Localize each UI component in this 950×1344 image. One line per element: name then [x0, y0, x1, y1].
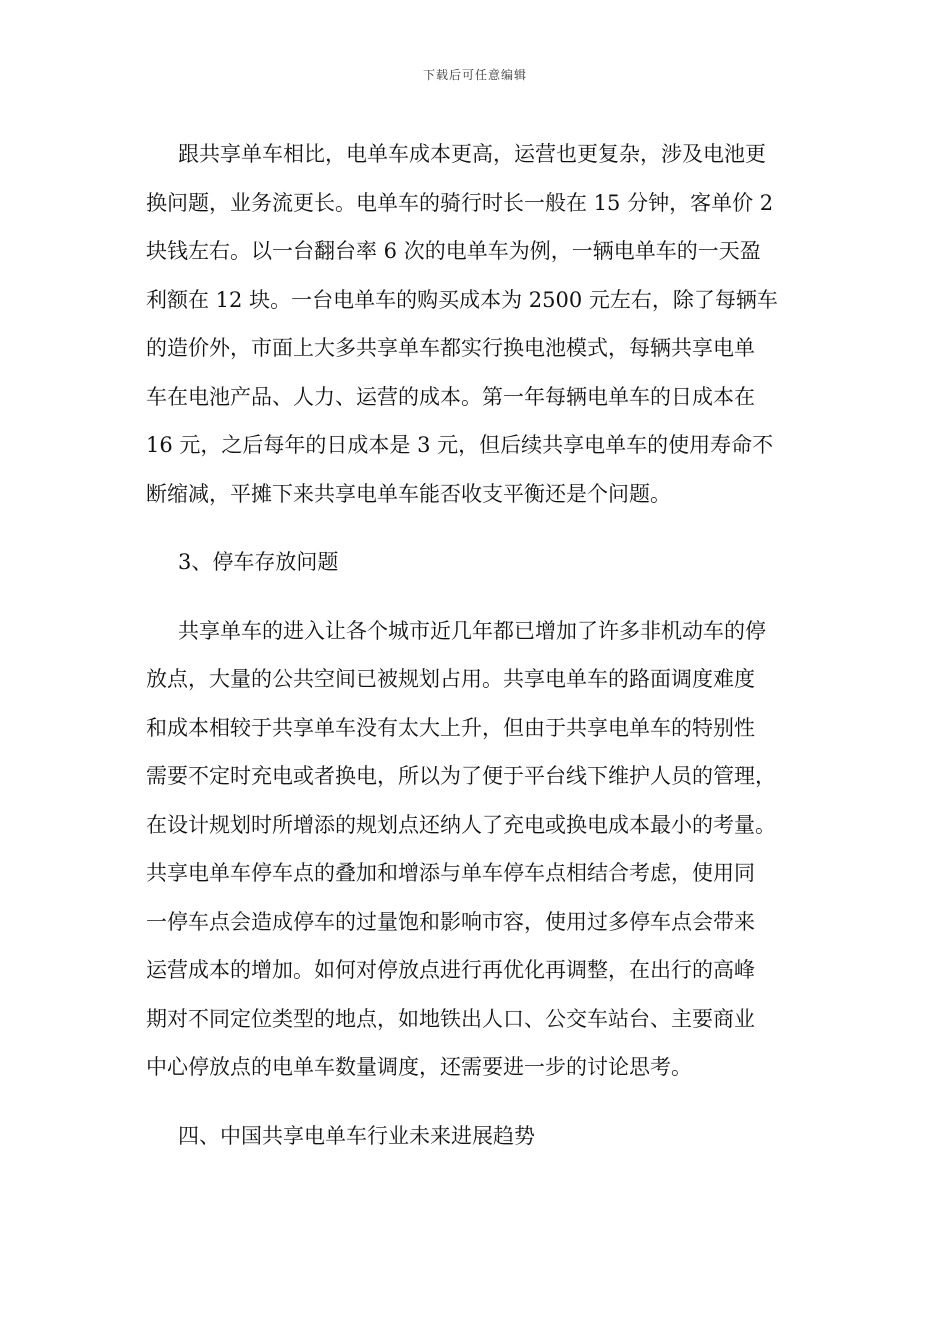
text-line: 在设计规划时所增添的规划点还纳人了充电或换电成本最小的考量。: [146, 812, 776, 837]
text-line: 期对不同定位类型的地点，如地铁出人口、公交车站台、主要商业: [146, 1006, 755, 1031]
text-line: 的造价外，市面上大多共享单车都实行换电池模式，每辆共享电单: [146, 336, 755, 360]
page-header-note: 下载后可任意编辑: [422, 68, 527, 82]
text-line: 换问题，业务流更长。电单车的骑行时长一般在 15 分钟，客单价 2: [146, 190, 774, 215]
document-body: [146, 130, 812, 1160]
section-heading-parking: 3、停车存放问题: [178, 550, 339, 574]
text-line: 需要不定时充电或者换电，所以为了便于平台线下维护人员的管理，: [146, 764, 776, 788]
section-heading-trends: 四、中国共享电单车行业未来进展趋势: [178, 1123, 535, 1148]
text-line: 断缩减，平摊下来共享电单车能否收支平衡还是个问题。: [146, 481, 671, 506]
text-line: 和成本相较于共享单车没有太大上升，但由于共享电单车的特别性: [146, 715, 755, 740]
text-line: 共享电单车停车点的叠加和增添与单车停车点相结合考虑，使用同: [146, 861, 755, 885]
text-line: 跟共享单车相比，电单车成本更高，运营也更复杂，涉及电池更: [178, 142, 766, 166]
text-line: 块钱左右。以一台翻台率 6 次的电单车为例，一辆电单车的一天盈: [146, 239, 761, 263]
text-line: 共享单车的进入让各个城市近几年都已增加了许多非机动车的停: [178, 618, 766, 643]
text-line: 运营成本的增加。如何对停放点进行再优化再调整，在出行的高峰: [146, 958, 755, 982]
paragraph-parking: [146, 607, 812, 1092]
text-line: 车在电池产品、人力、运营的成本。第一年每辆电单车的日成本在: [146, 384, 755, 409]
text-line: 利额在 12 块。一台电单车的购买成本为 2500 元左右，除了每辆车: [146, 287, 778, 312]
text-line: 一停车点会造成停车的过量饱和影响市容，使用过多停车点会带来: [146, 909, 755, 934]
text-line: 放点，大量的公共空间已被规划占用。共享电单车的路面调度难度: [146, 667, 755, 691]
text-line: 16 元，之后每年的日成本是 3 元，但后续共享电单车的使用寿命不: [146, 433, 774, 457]
paragraph-cost: [146, 130, 812, 518]
text-line: 中心停放点的电单车数量调度，还需要进一步的讨论思考。: [146, 1055, 692, 1079]
